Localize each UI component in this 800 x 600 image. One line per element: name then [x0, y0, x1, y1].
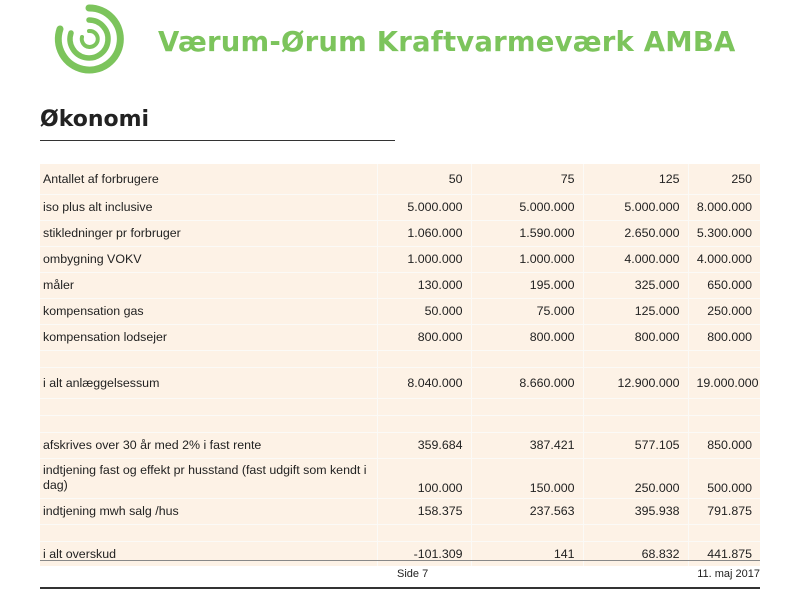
- cell-value: 68.832: [583, 541, 688, 566]
- cell-value: 5.000.000: [377, 194, 471, 220]
- column-header: 250: [688, 164, 760, 194]
- cell-value: 100.000: [377, 458, 471, 498]
- row-label: iso plus alt inclusive: [40, 194, 377, 220]
- row-label: stikledninger pr forbruger: [40, 220, 377, 246]
- cell-value: 8.660.000: [471, 367, 583, 398]
- page-title: Økonomi: [40, 107, 150, 132]
- table-row: [40, 272, 760, 298]
- cell-value: 19.000.000: [688, 367, 760, 398]
- cell-value: 5.300.000: [688, 220, 760, 246]
- table-row: [40, 458, 760, 498]
- row-label: i alt overskud: [40, 541, 377, 566]
- cell-value: 650.000: [688, 272, 760, 298]
- cell-value: 1.060.000: [377, 220, 471, 246]
- cell-value: 1.590.000: [471, 220, 583, 246]
- company-logo-icon: [52, 2, 126, 76]
- table-row: [40, 367, 760, 398]
- page-number: Side 7: [397, 568, 429, 580]
- row-label: indtjening mwh salg /hus: [40, 498, 377, 524]
- table-row: [40, 498, 760, 524]
- cell-value: 577.105: [583, 432, 688, 458]
- column-header: 125: [583, 164, 688, 194]
- cell-value: 4.000.000: [583, 246, 688, 272]
- cell-value: 791.875: [688, 498, 760, 524]
- table-row: [40, 432, 760, 458]
- row-label: Antallet af forbrugere: [43, 171, 159, 186]
- cell-value: -101.309: [377, 541, 471, 566]
- row-label: afskrives over 30 år med 2% i fast rente: [40, 432, 377, 458]
- table-row: [40, 194, 760, 220]
- cell-value: 441.875: [688, 541, 760, 566]
- row-label: måler: [40, 272, 377, 298]
- cell-value: 387.421: [471, 432, 583, 458]
- cell-value: 141: [471, 541, 583, 566]
- cell-value: 8.000.000: [688, 194, 760, 220]
- spacer-row: [40, 524, 760, 541]
- row-label: i alt anlæggelsessum: [40, 367, 377, 398]
- row-label: indtjening fast og effekt pr husstand (fast udgift som kendt i dag): [40, 458, 377, 498]
- cell-value: 195.000: [471, 272, 583, 298]
- cell-value: 1.000.000: [471, 246, 583, 272]
- cell-value: 800.000: [377, 324, 471, 350]
- footer-date: 11. maj 2017: [697, 568, 760, 580]
- cell-value: 75.000: [471, 298, 583, 324]
- cell-value: 359.684: [377, 432, 471, 458]
- cell-value: 325.000: [583, 272, 688, 298]
- table-header-row: [40, 164, 760, 194]
- column-header: 75: [471, 164, 583, 194]
- row-label: kompensation gas: [40, 298, 377, 324]
- economics-table: [40, 164, 760, 566]
- cell-value: 12.900.000: [583, 367, 688, 398]
- table-row: [40, 298, 760, 324]
- footer-bottom-divider: [40, 587, 760, 589]
- column-header: 50: [377, 164, 471, 194]
- spacer-row: [40, 398, 760, 415]
- spacer-row: [40, 350, 760, 367]
- spacer-row: [40, 415, 760, 432]
- cell-value: 5.000.000: [471, 194, 583, 220]
- cell-value: 8.040.000: [377, 367, 471, 398]
- cell-value: 130.000: [377, 272, 471, 298]
- cell-value: 50.000: [377, 298, 471, 324]
- cell-value: 5.000.000: [583, 194, 688, 220]
- cell-value: 500.000: [688, 458, 760, 498]
- cell-value: 800.000: [583, 324, 688, 350]
- title-underline: [40, 140, 395, 141]
- cell-value: 800.000: [688, 324, 760, 350]
- table-row: [40, 246, 760, 272]
- cell-value: 250.000: [688, 298, 760, 324]
- row-label: ombygning VOKV: [40, 246, 377, 272]
- cell-value: 4.000.000: [688, 246, 760, 272]
- cell-value: 158.375: [377, 498, 471, 524]
- footer-divider: [40, 560, 760, 561]
- cell-value: 800.000: [471, 324, 583, 350]
- cell-value: 395.938: [583, 498, 688, 524]
- table-row: [40, 220, 760, 246]
- cell-value: 1.000.000: [377, 246, 471, 272]
- row-label: kompensation lodsejer: [40, 324, 377, 350]
- table-row: [40, 324, 760, 350]
- cell-value: 237.563: [471, 498, 583, 524]
- company-name: Værum-Ørum Kraftvarmeværk AMBA: [158, 26, 736, 58]
- cell-value: 150.000: [471, 458, 583, 498]
- cell-value: 125.000: [583, 298, 688, 324]
- cell-value: 850.000: [688, 432, 760, 458]
- cell-value: 2.650.000: [583, 220, 688, 246]
- cell-value: 250.000: [583, 458, 688, 498]
- table-row: [40, 541, 760, 566]
